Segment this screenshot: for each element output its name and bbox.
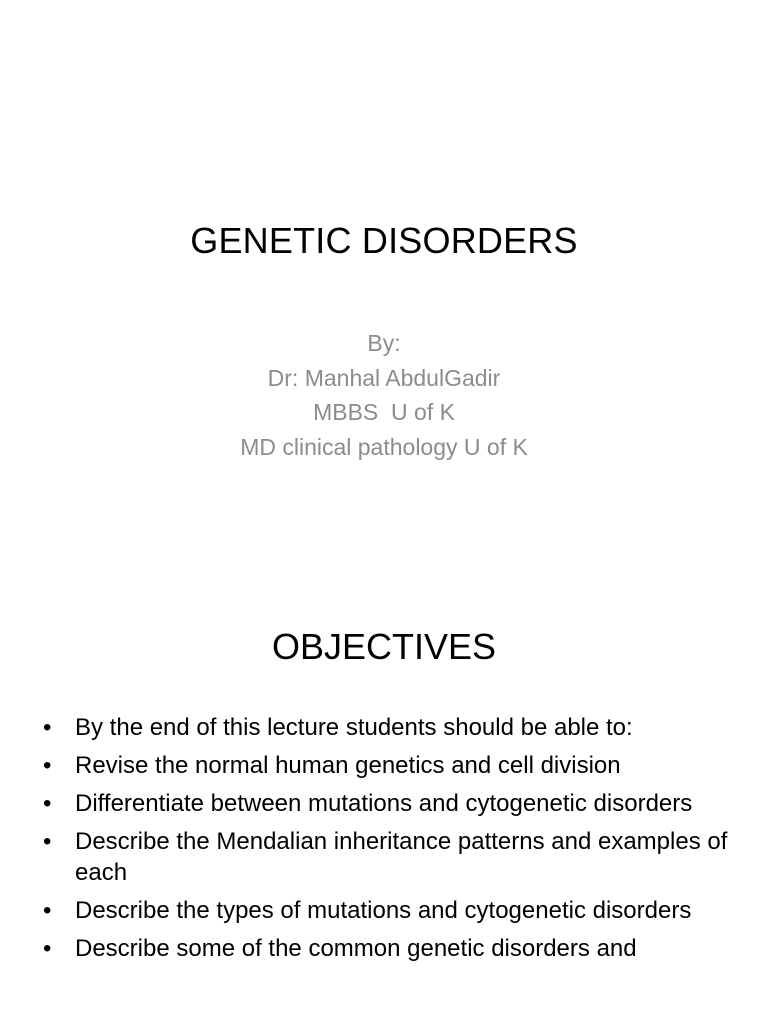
- objectives-slide: [0, 576, 768, 1024]
- list-item-text: Differentiate between mutations and cytogenetic disorders: [75, 790, 693, 817]
- bullet-icon: •: [43, 790, 52, 817]
- list-item-text: Describe the types of mutations and cytogenetic disorders: [75, 897, 692, 924]
- list-item: [0, 895, 768, 926]
- list-item: [0, 788, 768, 819]
- list-item-text: Describe the Mendalian inheritance patterns and examples of each: [75, 828, 728, 886]
- bullet-icon: •: [43, 714, 52, 741]
- author-block: [0, 326, 768, 464]
- objectives-title: OBJECTIVES: [271, 626, 497, 667]
- author-name: Dr: Manhal AbdulGadir: [267, 364, 501, 391]
- list-item: [0, 933, 768, 964]
- presentation-title: GENETIC DISORDERS: [190, 220, 578, 261]
- list-item-text: By the end of this lecture students should be able to:: [75, 714, 633, 741]
- bullet-icon: •: [43, 897, 52, 924]
- list-item: [0, 712, 768, 743]
- list-item: [0, 826, 768, 888]
- author-degree-md: MD clinical pathology U of K: [240, 433, 528, 460]
- author-degree-mbbs: MBBS U of K: [313, 399, 455, 425]
- list-item: [0, 750, 768, 781]
- bullet-icon: •: [43, 935, 52, 962]
- list-item-text: Revise the normal human genetics and cell division: [75, 752, 621, 779]
- list-item-text: Describe some of the common genetic disorders and: [75, 935, 637, 962]
- author-by-line: By:: [367, 330, 401, 356]
- bullet-icon: •: [43, 828, 52, 855]
- bullet-icon: •: [43, 752, 52, 779]
- objectives-list: [0, 712, 768, 971]
